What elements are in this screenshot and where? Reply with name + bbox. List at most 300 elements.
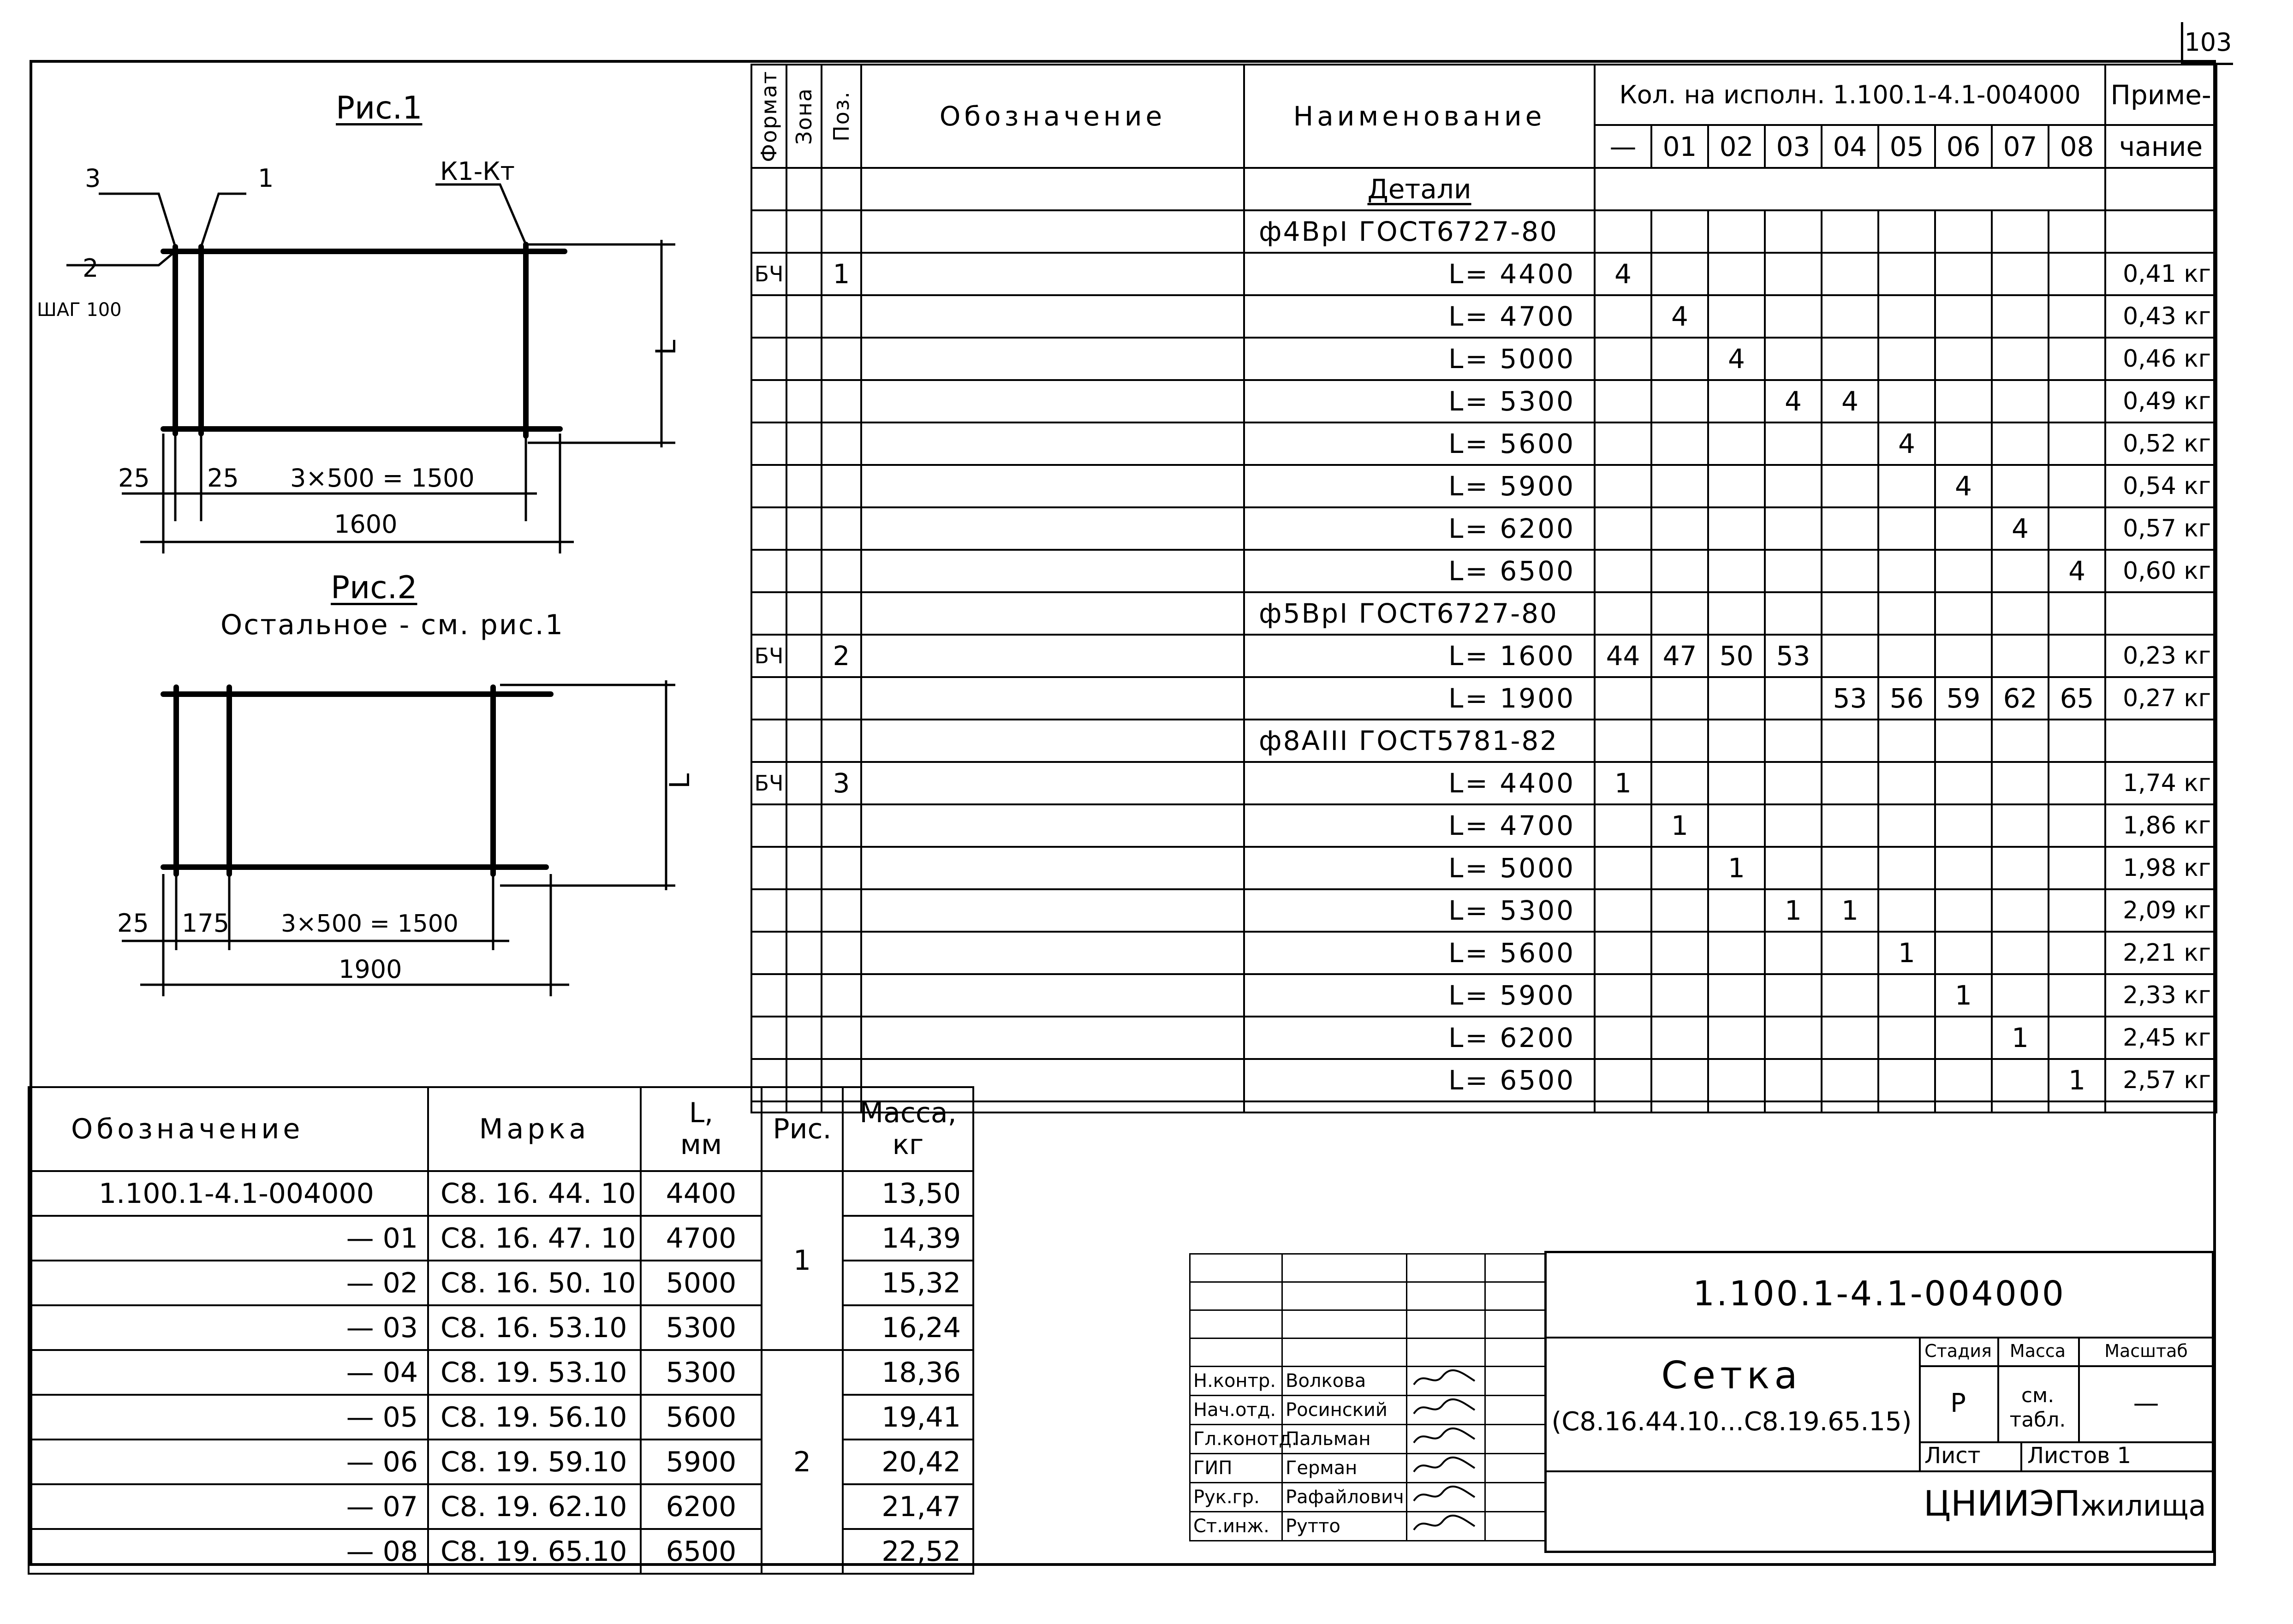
spec-qty-cell (1992, 253, 2049, 295)
mass-cell: 20,42 (843, 1440, 973, 1484)
sheets-label: Листов 1 (2027, 1443, 2132, 1469)
spec-pos-cell (822, 974, 861, 1017)
handwritten-signature (1410, 1425, 1479, 1448)
spec-qty-cell (1595, 210, 1651, 253)
spec-designation-cell (861, 253, 1244, 295)
handwritten-signature (1410, 1396, 1479, 1419)
spec-qty-cell: 1 (1708, 847, 1765, 889)
mass-cell: 15,32 (843, 1261, 973, 1305)
spec-zone-cell (786, 253, 822, 295)
fig1-dim-span: 3×500 = 1500 (290, 464, 475, 493)
spec-qty-cell (1765, 550, 1822, 592)
spec-qty-cell (1765, 1059, 1822, 1101)
spec-qty-cell (1708, 465, 1765, 507)
spec-zone-cell (786, 762, 822, 804)
spec-note-cell: 2,33 кг (2105, 974, 2216, 1017)
spec-cell (751, 168, 786, 210)
spec-qty-cell (1708, 720, 1765, 762)
spec-qty-cell (1822, 338, 1878, 380)
mark-cell: С8. 19. 56.10 (428, 1395, 641, 1440)
mass-label: Масса (2009, 1341, 2066, 1361)
designation-cell: — 01 (29, 1216, 428, 1261)
signature-role: Гл.конотд. (1190, 1425, 1282, 1454)
spec-designation-cell (861, 974, 1244, 1017)
spec-qty-cell: 4 (1822, 380, 1878, 422)
spec-qty-cell (1595, 720, 1651, 762)
fig1-title: Рис.1 (336, 90, 423, 126)
fig1-dim-total: 1600 (334, 510, 398, 539)
spec-note-cell: 0,23 кг (2105, 635, 2216, 677)
signature-row (1190, 1483, 1545, 1512)
fig2-note: Остальное - см. рис.1 (220, 609, 565, 641)
spec-qty-cell (2049, 974, 2105, 1017)
fig1-drawing (30, 152, 740, 567)
fig2-dim-175: 175 (182, 909, 230, 938)
spec-zone-cell (786, 592, 822, 635)
spec-zone-cell (786, 932, 822, 974)
spec-qty-cell (1992, 762, 2049, 804)
mark-cell: С8. 19. 65.10 (428, 1529, 641, 1574)
spec-row (751, 295, 2216, 338)
spec-qty-cell (1992, 422, 2049, 465)
spec-qty-cell (2049, 295, 2105, 338)
designation-cell: — 08 (29, 1529, 428, 1574)
spec-pos-cell (822, 720, 861, 762)
spec-note-cell: 0,60 кг (2105, 550, 2216, 592)
spec-qty-cell (1708, 380, 1765, 422)
spec-qty-cell (1822, 847, 1878, 889)
spec-designation-cell (861, 465, 1244, 507)
spec-designation-cell (861, 210, 1244, 253)
spec-row (751, 974, 2216, 1017)
doc-name: Сетка (1661, 1354, 1802, 1398)
spec-zone-cell (786, 804, 822, 847)
spec-qty-cell (1651, 974, 1708, 1017)
doc-subname: (С8.16.44.10...С8.19.65.15) (1551, 1407, 1912, 1437)
spec-pos-cell (822, 295, 861, 338)
spec-cell (861, 168, 1244, 210)
fig1-dim-25a: 25 (118, 464, 150, 493)
spec-name-cell: L= 6200 (1244, 507, 1595, 550)
spec-pos-cell (822, 338, 861, 380)
spec-qty-cell (1822, 804, 1878, 847)
spec-qty-cell (2049, 635, 2105, 677)
spec-format-cell (751, 550, 786, 592)
spec-qty-cell (1708, 804, 1765, 847)
spec-qty-cell: 1 (1822, 889, 1878, 932)
spec-qty-cell (1822, 635, 1878, 677)
spec-qty-cell (1765, 295, 1822, 338)
spec-qty-cell (2049, 1017, 2105, 1059)
spec-qty-cell: 4 (1651, 295, 1708, 338)
spec-qty-cell (1765, 974, 1822, 1017)
spec-qty-cell (2049, 507, 2105, 550)
spec-row (751, 380, 2216, 422)
spec-qty-cell (1935, 253, 1992, 295)
spec-note-cell: 1,86 кг (2105, 804, 2216, 847)
spec-qty-cell (1992, 295, 2049, 338)
spec-name-cell: L= 4400 (1244, 253, 1595, 295)
spec-name-cell: L= 4700 (1244, 295, 1595, 338)
spec-qty-cell (2049, 889, 2105, 932)
spec-format-cell (751, 465, 786, 507)
spec-qty-cell (1651, 465, 1708, 507)
length-cell: 6500 (641, 1529, 762, 1574)
signature-name: Волкова (1282, 1367, 1407, 1396)
spec-row (751, 677, 2216, 720)
mass-cell: 22,52 (843, 1529, 973, 1574)
length-cell: 5900 (641, 1440, 762, 1484)
spec-designation-cell (861, 889, 1244, 932)
spec-qty-cell (2049, 253, 2105, 295)
spec-note-cell: 1,98 кг (2105, 847, 2216, 889)
spec-qty-cell (1935, 720, 1992, 762)
spec-qty-cell (1651, 380, 1708, 422)
spec-cell (1765, 1101, 1822, 1112)
spec-qty-cell: 4 (1935, 465, 1992, 507)
spec-name-cell: L= 5600 (1244, 422, 1595, 465)
signature-mark (1407, 1483, 1485, 1512)
signature-cell (1485, 1282, 1545, 1310)
spec-qty-cell (1935, 847, 1992, 889)
spec-format-cell (751, 507, 786, 550)
spec-qty-cell (1708, 592, 1765, 635)
spec-qty-cell (1765, 720, 1822, 762)
spec-format-cell (751, 932, 786, 974)
spec-qty-cell (1595, 507, 1651, 550)
signature-role: Ст.инж. (1190, 1512, 1282, 1541)
spec-zone-cell (786, 1017, 822, 1059)
signature-row (1190, 1396, 1545, 1425)
designation-cell: — 07 (29, 1484, 428, 1529)
spec-pos-cell (822, 422, 861, 465)
spec-qty-cell (1822, 465, 1878, 507)
organization-stamp: ЦНИИЭПжилища (1924, 1483, 2206, 1524)
spec-qty-cell (2049, 804, 2105, 847)
spec-qty-cell (2049, 762, 2105, 804)
spec-cell (1935, 1101, 1992, 1112)
mass-cell: 14,39 (843, 1216, 973, 1261)
spec-qty-cell (1878, 210, 1935, 253)
spec-row (751, 550, 2216, 592)
title-block-divider (1544, 1470, 2214, 1472)
fig1-callout-k: К1-Кт (440, 157, 515, 186)
signature-grid (1189, 1253, 1546, 1541)
spec-row (751, 253, 2216, 295)
spec-qty-cell (1765, 253, 1822, 295)
spec-qty-cell (1765, 507, 1822, 550)
spec-qty-cell (1992, 1059, 2049, 1101)
signature-cell (1190, 1254, 1282, 1282)
spec-qty-cell (1651, 847, 1708, 889)
spec-qty-cell (1595, 338, 1651, 380)
spec-zone-cell (786, 550, 822, 592)
spec-qty-cell (1708, 932, 1765, 974)
designation-cell: 1.100.1-4.1-004000 (29, 1171, 428, 1216)
spec-note-cell: 2,21 кг (2105, 932, 2216, 974)
signature-date (1485, 1483, 1545, 1512)
spec-qty-cell (1765, 1017, 1822, 1059)
spec-qty-cell (1595, 1059, 1651, 1101)
spec-name-cell: L= 5300 (1244, 889, 1595, 932)
spec-qty-cell (1708, 295, 1765, 338)
spec-pos-cell (822, 932, 861, 974)
signature-row (1190, 1425, 1545, 1454)
spec-pos-cell (822, 380, 861, 422)
title-block-divider (2020, 1441, 2022, 1470)
spec-qty-cell (1595, 677, 1651, 720)
spec-format-cell: БЧ (751, 762, 786, 804)
signature-name: Рутто (1282, 1512, 1407, 1541)
handwritten-signature (1410, 1367, 1479, 1390)
spec-note-cell: 0,54 кг (2105, 465, 2216, 507)
signature-cell (1407, 1282, 1485, 1310)
spec-name-cell: L= 5900 (1244, 974, 1595, 1017)
spec-note-cell: 2,57 кг (2105, 1059, 2216, 1101)
signature-row (1190, 1367, 1545, 1396)
length-cell: 5600 (641, 1395, 762, 1440)
spec-qty-cell: 4 (1765, 380, 1822, 422)
spec-qty-cell (1935, 592, 1992, 635)
signature-name: Росинский (1282, 1396, 1407, 1425)
spec-format-cell (751, 720, 786, 762)
spec-qty-cell: 1 (1651, 804, 1708, 847)
spec-qty-cell (1992, 932, 2049, 974)
spec-name-cell: L= 4700 (1244, 804, 1595, 847)
spec-format-cell: БЧ (751, 253, 786, 295)
spec-qty-cell (1935, 932, 1992, 974)
spec-note-cell: 0,46 кг (2105, 338, 2216, 380)
stage-value: Р (1950, 1388, 1966, 1418)
spec-qty-cell (1878, 295, 1935, 338)
spec-cell (786, 168, 822, 210)
spec-row (751, 465, 2216, 507)
spec-qty-cell (1822, 1017, 1878, 1059)
spec-format-cell: БЧ (751, 635, 786, 677)
spec-qty-cell (1708, 889, 1765, 932)
spec-qty-cell (1822, 932, 1878, 974)
spec-qty-cell (1651, 592, 1708, 635)
fig2-dim-span: 3×500 = 1500 (281, 910, 459, 938)
doc-number: 1.100.1-4.1-004000 (1692, 1274, 2066, 1314)
spec-pos-cell (822, 550, 861, 592)
designation-cell: — 02 (29, 1261, 428, 1305)
fig1-dim-25b: 25 (207, 464, 239, 493)
spec-format-cell (751, 974, 786, 1017)
spec-qty-cell (1708, 253, 1765, 295)
fig1-dim-l: L (650, 339, 682, 355)
spec-header-zone: Зона (786, 65, 822, 168)
spec-qty-cell: 65 (2049, 677, 2105, 720)
spec-qty-cell (2049, 465, 2105, 507)
page-number: 103 (2181, 22, 2233, 65)
spec-variant-header: 02 (1708, 125, 1765, 168)
spec-qty-cell (1878, 804, 1935, 847)
spec-qty-cell (1878, 974, 1935, 1017)
designations-header-fig: Рис. (762, 1087, 843, 1171)
spec-qty-cell (2049, 422, 2105, 465)
signature-cell (1190, 1282, 1282, 1310)
spec-cell (1651, 1101, 1708, 1112)
mark-cell: С8. 19. 59.10 (428, 1440, 641, 1484)
spec-qty-cell (1651, 253, 1708, 295)
spec-cell (1992, 1101, 2049, 1112)
spec-qty-cell (2049, 720, 2105, 762)
spec-variant-header: 07 (1992, 125, 2049, 168)
signature-cell (1485, 1254, 1545, 1282)
spec-qty-cell (1822, 1059, 1878, 1101)
designation-cell: — 03 (29, 1305, 428, 1350)
mass-cell: 21,47 (843, 1484, 973, 1529)
spec-note-cell: 0,49 кг (2105, 380, 2216, 422)
spec-pos-cell (822, 804, 861, 847)
spec-qty-cell: 4 (1992, 507, 2049, 550)
spec-qty-cell (1708, 1059, 1765, 1101)
scale-label: Масштаб (2104, 1341, 2188, 1361)
mass-cell: 16,24 (843, 1305, 973, 1350)
spec-designation-cell (861, 720, 1244, 762)
signature-mark (1407, 1425, 1485, 1454)
spec-qty-cell (1822, 253, 1878, 295)
spec-qty-cell (1992, 380, 2049, 422)
spec-qty-cell (1595, 550, 1651, 592)
signature-empty-row (1190, 1282, 1545, 1310)
spec-designation-cell (861, 847, 1244, 889)
length-cell: 5000 (641, 1261, 762, 1305)
mark-cell: С8. 19. 62.10 (428, 1484, 641, 1529)
signature-date (1485, 1425, 1545, 1454)
spec-designation-cell (861, 295, 1244, 338)
spec-note-cell (2105, 592, 2216, 635)
signature-cell (1407, 1338, 1485, 1367)
fig2-dim-25: 25 (117, 909, 149, 938)
signature-empty-row (1190, 1254, 1545, 1282)
spec-qty-cell (1595, 974, 1651, 1017)
spec-note-cell: 2,09 кг (2105, 889, 2216, 932)
spec-qty-cell (1708, 507, 1765, 550)
spec-designation-cell (861, 635, 1244, 677)
spec-pos-cell (822, 507, 861, 550)
spec-qty-cell: 1 (1595, 762, 1651, 804)
spec-format-cell (751, 592, 786, 635)
spec-qty-cell: 50 (1708, 635, 1765, 677)
spec-zone-cell (786, 677, 822, 720)
spec-qty-cell (1651, 889, 1708, 932)
signature-role: ГИП (1190, 1454, 1282, 1483)
spec-qty-cell (1878, 507, 1935, 550)
scale-value: — (2133, 1388, 2159, 1418)
spec-qty-cell (1651, 932, 1708, 974)
fig1-callout-2: 2 (83, 254, 99, 283)
spec-qty-cell (1992, 804, 2049, 847)
spec-qty-cell (1595, 847, 1651, 889)
spec-designation-cell (861, 762, 1244, 804)
spec-pos-cell (822, 592, 861, 635)
spec-qty-cell (1651, 677, 1708, 720)
signature-row (1190, 1454, 1545, 1483)
spec-qty-cell (1935, 889, 1992, 932)
spec-qty-cell (2049, 210, 2105, 253)
designation-cell: — 06 (29, 1440, 428, 1484)
spec-qty-cell (1992, 889, 2049, 932)
spec-qty-cell (1595, 380, 1651, 422)
spec-zone-cell (786, 338, 822, 380)
spec-qty-cell (1992, 338, 2049, 380)
spec-header-format: Формат (751, 65, 786, 168)
spec-qty-cell (1935, 210, 1992, 253)
spec-qty-cell (2049, 847, 2105, 889)
mass-value: см. табл. (2009, 1384, 2066, 1432)
designations-header-mark: Марка (428, 1087, 641, 1171)
signature-role: Н.контр. (1190, 1367, 1282, 1396)
spec-zone-cell (786, 295, 822, 338)
signature-cell (1282, 1254, 1407, 1282)
spec-name-cell: L= 5300 (1244, 380, 1595, 422)
signature-name: Рафайлович (1282, 1483, 1407, 1512)
spec-qty-cell (1708, 550, 1765, 592)
spec-qty-cell (1935, 635, 1992, 677)
spec-qty-cell: 44 (1595, 635, 1651, 677)
spec-designation-cell (861, 338, 1244, 380)
spec-format-cell (751, 804, 786, 847)
spec-qty-cell (1651, 550, 1708, 592)
sheet-label: Лист (1924, 1443, 1981, 1469)
spec-note-cell (2105, 210, 2216, 253)
spec-format-cell (751, 295, 786, 338)
spec-row (751, 932, 2216, 974)
spec-note-cell: 0,41 кг (2105, 253, 2216, 295)
spec-note-cell: 0,43 кг (2105, 295, 2216, 338)
spec-qty-cell (1822, 974, 1878, 1017)
spec-qty-cell (1822, 720, 1878, 762)
spec-cell (2049, 1101, 2105, 1112)
spec-qty-cell (1935, 550, 1992, 592)
spec-designation-cell (861, 592, 1244, 635)
spec-qty-cell (1822, 762, 1878, 804)
spec-format-cell (751, 210, 786, 253)
signature-empty-row (1190, 1310, 1545, 1338)
fig2-dim-l: L (664, 773, 696, 789)
spec-cell (1878, 1101, 1935, 1112)
designation-cell: — 05 (29, 1395, 428, 1440)
spec-format-cell (751, 1017, 786, 1059)
spec-row (751, 635, 2216, 677)
mark-cell: С8. 19. 53.10 (428, 1350, 641, 1395)
spec-qty-cell: 1 (1878, 932, 1935, 974)
handwritten-signature (1410, 1454, 1479, 1477)
spec-cell (2105, 168, 2216, 210)
spec-group-name: ф8АIII ГОСТ5781-82 (1244, 720, 1595, 762)
spec-zone-cell (786, 974, 822, 1017)
spec-format-cell (751, 677, 786, 720)
spec-designation-cell (861, 507, 1244, 550)
spec-zone-cell (786, 720, 822, 762)
spec-qty-cell (1595, 804, 1651, 847)
fig-cell: 1 (762, 1171, 843, 1350)
signature-cell (1190, 1338, 1282, 1367)
length-cell: 4400 (641, 1171, 762, 1216)
signature-mark (1407, 1367, 1485, 1396)
spec-row (751, 847, 2216, 889)
spec-qty-cell (1992, 720, 2049, 762)
spec-qty-cell (1935, 338, 1992, 380)
signature-mark (1407, 1512, 1485, 1541)
spec-format-cell (751, 380, 786, 422)
spec-qty-cell (1765, 465, 1822, 507)
spec-qty-cell (2049, 338, 2105, 380)
spec-qty-cell (1651, 762, 1708, 804)
signature-date (1485, 1367, 1545, 1396)
